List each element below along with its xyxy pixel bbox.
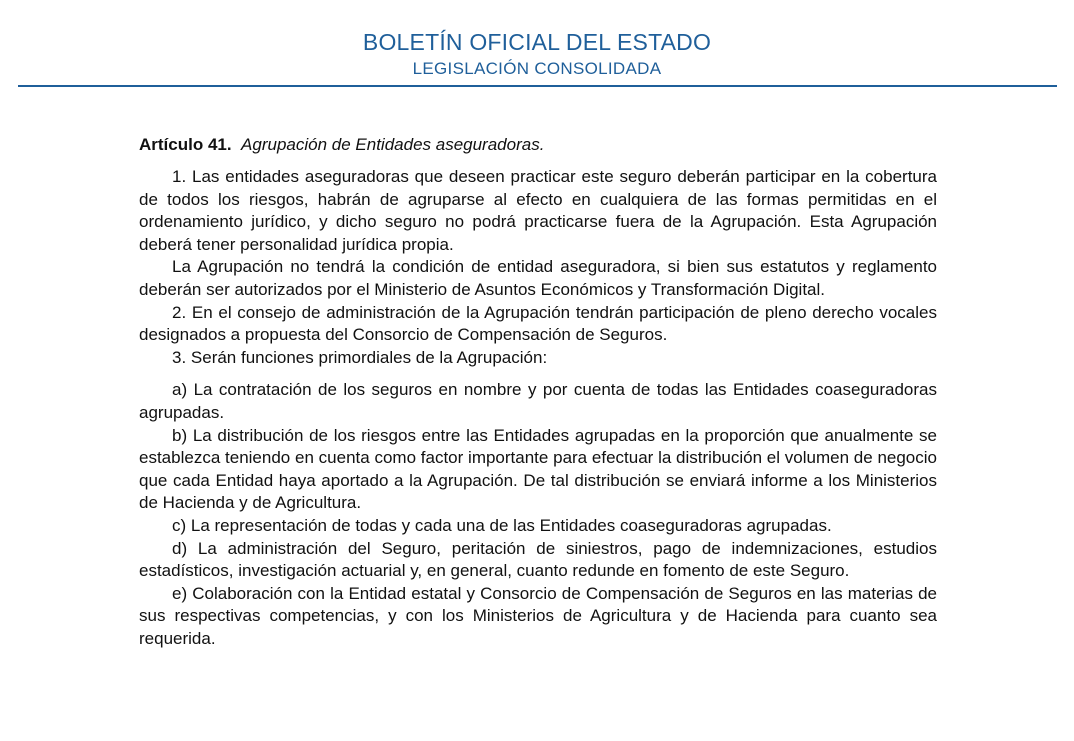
paragraph-1-continued: La Agrupación no tendrá la condición de entidad aseguradora, si bien sus estatutos y reglamento deberán ser autorizados por el Ministerio de Asuntos Económicos y Transformación Digital. (139, 257, 937, 299)
header-divider (18, 85, 1057, 87)
item-e: e) Colaboración con la Entidad estatal y Consorcio de Compensación de Seguros en las materias de sus respectivas competencias, y con los Ministerios de Agricultura y de Hacienda para cuanto sea requerida. (139, 583, 937, 648)
header-subtitle: LEGISLACIÓN CONSOLIDADA (412, 59, 662, 78)
paragraph-2: 2. En el consejo de administración de la Agrupación tendrán participación de pleno derecho vocales designados a propuesta del Consorcio de Compensación de Seguros. (139, 302, 937, 345)
article-number: Artículo 41. (139, 135, 232, 154)
item-b: b) La distribución de los riesgos entre las Entidades agrupadas en la proporción que anualmente se establezca teniendo en cuenta como factor importante para efectuar la distribución el volumen de negocio que cada Entidad haya aportado a la Agrupación. De tal distribución se enviará informe a los Ministerios de Hacienda y de Agricultura. (139, 425, 937, 513)
article-heading (139, 133, 937, 157)
paragraph-1: 1. Las entidades aseguradoras que deseen practicar este seguro deberán participar en la cobertura de todos los riesgos, habrán de agruparse al efecto en cualquiera de las formas permitidas en el ordenamiento jurídico, y dicho seguro no podrá practicarse fuera de la Agrupación. Esta Agrupación deberá tener personalidad jurídica propia. (139, 167, 937, 254)
article-body (139, 133, 937, 650)
header-title: BOLETÍN OFICIAL DEL ESTADO (362, 29, 712, 55)
item-a: a) La contratación de los seguros en nombre y por cuenta de todas las Entidades coaseguradoras agrupadas. (139, 380, 937, 422)
item-d: d) La administración del Seguro, peritación de siniestros, pago de indemnizaciones, estudios estadísticos, investigación actuarial y, en general, cuanto redunde en fomento de este Seguro. (139, 538, 937, 581)
item-c: c) La representación de todas y cada una de las Entidades coaseguradoras agrupadas. (172, 515, 832, 535)
paragraph-3: 3. Serán funciones primordiales de la Agrupación: (172, 347, 548, 367)
article-title: Agrupación de Entidades aseguradoras. (241, 135, 545, 154)
